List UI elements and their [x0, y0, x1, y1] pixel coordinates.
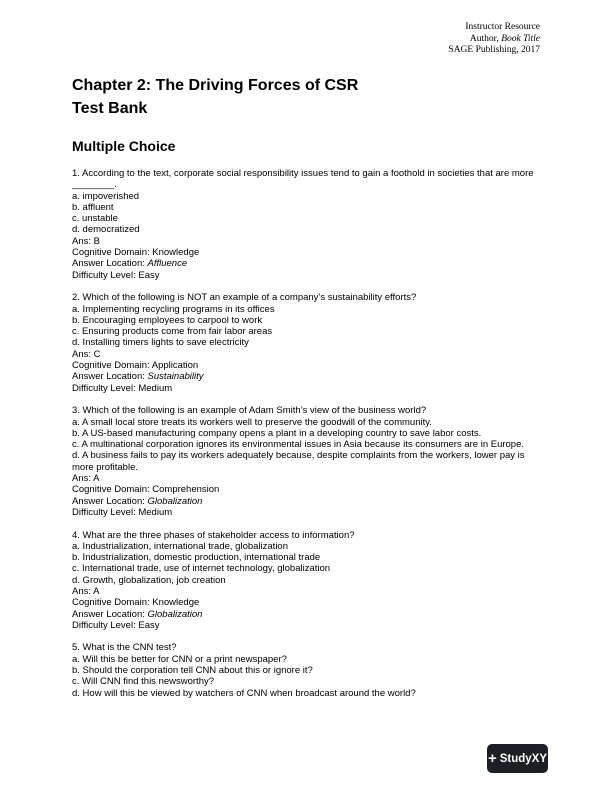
option-a: a. Implementing recycling programs in its offices [72, 303, 275, 315]
header-author: Author, [469, 33, 502, 44]
section-heading: Multiple Choice [72, 138, 176, 154]
option-d: d. Installing timers lights to save electricity [72, 337, 249, 349]
option-d: d. democratized [72, 224, 140, 236]
answer-location-label: Answer Location: [72, 495, 148, 507]
option-b: b. Industrialization, domestic production, international trade [72, 552, 321, 564]
option-c: c. unstable [72, 213, 118, 225]
option-c: c. Will CNN find this newsworthy? [72, 676, 215, 688]
cognitive-domain: Cognitive Domain: Knowledge [72, 597, 200, 609]
title-line-1: Chapter 2: The Driving Forces of CSR [72, 77, 359, 94]
difficulty-level: Difficulty Level: Easy [72, 619, 160, 631]
cognitive-domain: Cognitive Domain: Comprehension [72, 484, 220, 496]
option-c: c. International trade, use of internet technology, globalization [72, 563, 331, 575]
header-line-2 [448, 34, 540, 46]
question-1 [72, 168, 544, 281]
header-line-1: Instructor Resource [465, 22, 540, 32]
question-text: 5. What is the CNN test? [72, 642, 177, 654]
cognitive-domain: Cognitive Domain: Knowledge [72, 247, 200, 259]
answer: Ans: A [72, 585, 100, 597]
answer-location [72, 258, 544, 269]
page-title [72, 74, 358, 120]
header-line-3: SAGE Publishing, 2017 [448, 45, 540, 55]
answer-location [72, 609, 544, 620]
difficulty-level: Difficulty Level: Easy [72, 269, 160, 281]
answer-location-value: Affluence [147, 258, 188, 270]
answer-location-label: Answer Location: [72, 608, 148, 620]
option-c: c. A multinational corporation ignores its environmental issues in Asia because its consumers are in Europe. [72, 439, 525, 451]
question-text: 3. Which of the following is an example of Adam Smith’s view of the business world? [72, 405, 427, 417]
cognitive-domain: Cognitive Domain: Application [72, 360, 199, 372]
question-4 [72, 530, 544, 632]
plus-icon: + [487, 750, 497, 767]
studyxy-logo [487, 744, 548, 773]
answer-location-label: Answer Location: [72, 258, 148, 270]
option-b: b. A US-based manufacturing company opens a plant in a developing country to save labor costs. [72, 427, 482, 439]
logo-text: StudyXY [499, 752, 548, 765]
answer-location [72, 496, 544, 507]
answer-location-label: Answer Location: [72, 371, 148, 383]
question-5 [72, 642, 544, 698]
difficulty-level: Difficulty Level: Medium [72, 382, 173, 394]
question-text: 2. Which of the following is NOT an example of a company’s sustainability efforts? [72, 292, 417, 304]
header-book-title: Book Title [501, 33, 540, 44]
answer-location-value: Globalization [147, 495, 203, 507]
question-text: 4. What are the three phases of stakeholder access to information? [72, 529, 355, 541]
option-b: b. Encouraging employees to carpool to work [72, 314, 263, 326]
option-a: a. A small local store treats its workers well to preserve the goodwill of the community. [72, 416, 432, 428]
option-c: c. Ensuring products come from fair labor areas [72, 326, 273, 338]
question-2 [72, 292, 544, 394]
answer-location-value: Sustainability [147, 371, 204, 383]
page-header [448, 22, 540, 57]
answer: Ans: C [72, 348, 101, 360]
option-a: a. Will this be better for CNN or a print newspaper? [72, 653, 287, 665]
option-a: a. impoverished [72, 190, 140, 202]
answer-location-value: Globalization [147, 608, 203, 620]
option-a: a. Industrialization, international trade, globalization [72, 540, 288, 552]
option-b: b. Should the corporation tell CNN about this or ignore it? [72, 665, 313, 677]
question-list [72, 168, 544, 710]
option-b: b. affluent [72, 201, 114, 213]
answer: Ans: A [72, 473, 100, 485]
question-text: 1. According to the text, corporate social responsibility issues tend to gain a foothold in societies that are more ________. [72, 168, 534, 191]
answer-location [72, 371, 544, 382]
option-d: d. Growth, globalization, job creation [72, 574, 226, 586]
option-d: d. How will this be viewed by watchers of CNN when broadcast around the world? [72, 687, 416, 699]
answer: Ans: B [72, 235, 100, 247]
difficulty-level: Difficulty Level: Medium [72, 506, 173, 518]
title-line-2: Test Bank [72, 100, 148, 117]
option-d: d. A business fails to pay its workers adequately because, despite complaints from the workers, lower pay is more profitable. [72, 450, 525, 473]
question-3 [72, 405, 544, 518]
